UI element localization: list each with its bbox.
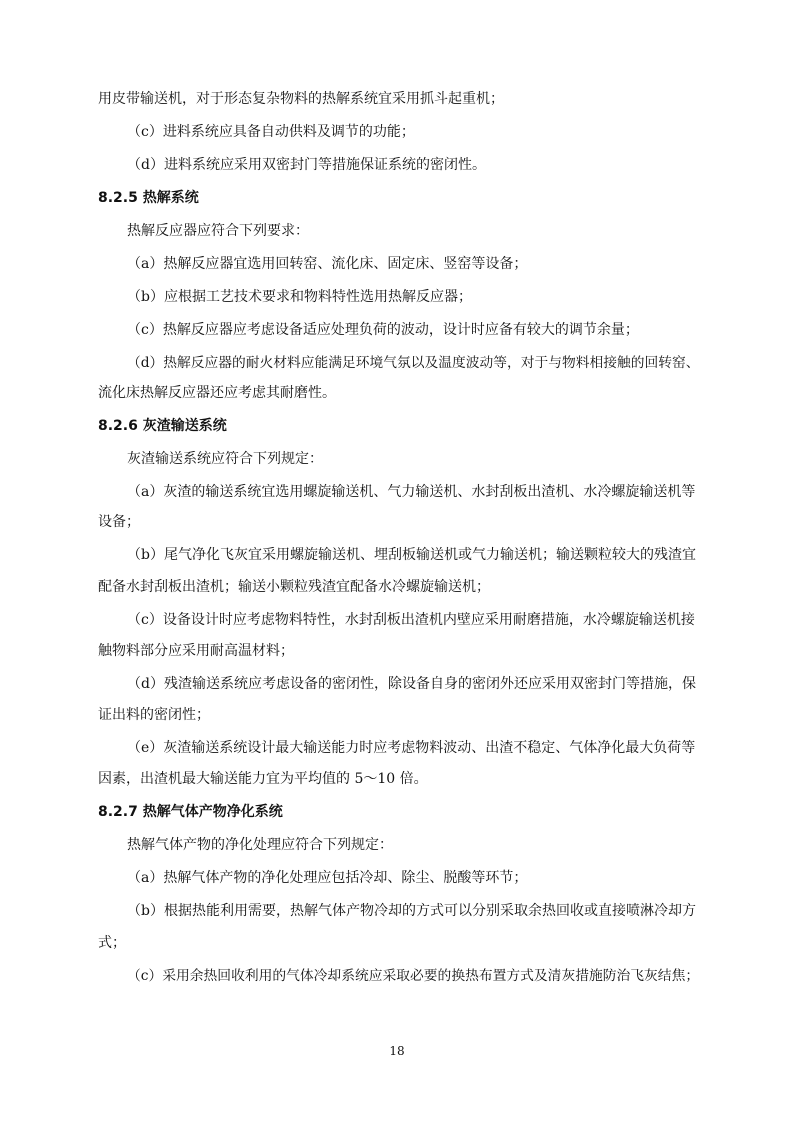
page-number: 18: [389, 1044, 405, 1058]
list-item-b: （b）应根据工艺技术要求和物料特性选用热解反应器；: [127, 289, 472, 305]
list-item-d: （d）残渣输送系统应考虑设备的密闭性，除设备自身的密闭外还应采用双密封门等措施，保: [127, 676, 696, 692]
list-item-continuation: 流化床热解反应器还应考虑其耐磨性。: [98, 385, 336, 401]
list-item-c: （c）采用余热回收利用的气体冷却系统应采取必要的换热布置方式及清灰措施防治飞灰结焦；: [127, 968, 700, 984]
list-item-continuation: 证出料的密闭性；: [98, 707, 210, 723]
list-item-continuation: 配备水封刮板出渣机；输送小颗粒残渣宜配备水冷螺旋输送机；: [98, 579, 490, 595]
list-item-d: （d）热解反应器的耐火材料应能满足环境气氛以及温度波动等，对于与物料相接触的回转窑、: [127, 355, 700, 371]
list-item-continuation: 设备；: [98, 514, 140, 530]
list-item-e: （e）灰渣输送系统设计最大输送能力时应考虑物料波动、出渣不稳定、气体净化最大负荷等: [127, 740, 696, 756]
section-intro: 热解气体产物的净化处理应符合下列规定：: [127, 837, 393, 853]
list-item-c: （c）设备设计时应考虑物料特性，水封刮板出渣机内壁应采用耐磨措施，水冷螺旋输送机接: [127, 612, 695, 628]
list-item-b: （b）根据热能利用需要，热解气体产物冷却的方式可以分别采取余热回收或直接喷淋冷却方: [127, 903, 696, 919]
list-item-a: （a）热解气体产物的净化处理应包括冷却、除尘、脱酸等环节；: [127, 870, 528, 886]
list-item-d: （d）进料系统应采用双密封门等措施保证系统的密闭性。: [127, 157, 486, 173]
list-item-continuation: 触物料部分应采用耐高温材料；: [98, 643, 294, 659]
list-item-continuation: 因素，出渣机最大输送能力宜为平均值的 5～10 倍。: [98, 771, 428, 787]
section-heading-8-2-6: 8.2.6 灰渣输送系统: [98, 418, 227, 434]
list-item-a: （a）灰渣的输送系统宜选用螺旋输送机、气力输送机、水封刮板出渣机、水冷螺旋输送机等: [127, 484, 696, 500]
section-heading-8-2-7: 8.2.7 热解气体产物净化系统: [98, 804, 283, 820]
list-item-continuation: 式；: [98, 935, 126, 951]
section-heading-8-2-5: 8.2.5 热解系统: [98, 190, 199, 206]
list-item-a: （a）热解反应器宜选用回转窑、流化床、固定床、竖窑等设备；: [127, 256, 528, 272]
section-intro: 热解反应器应符合下列要求：: [127, 223, 309, 239]
body-text-line: 用皮带输送机，对于形态复杂物料的热解系统宜采用抓斗起重机；: [98, 91, 504, 107]
list-item-b: （b）尾气净化飞灰宜采用螺旋输送机、埋刮板输送机或气力输送机；输送颗粒较大的残渣宜: [127, 547, 696, 563]
list-item-c: （c）进料系统应具备自动供料及调节的功能；: [127, 124, 415, 140]
list-item-c: （c）热解反应器应考虑设备适应处理负荷的波动，设计时应备有较大的调节余量；: [127, 322, 639, 338]
section-intro: 灰渣输送系统应符合下列规定：: [127, 451, 323, 467]
